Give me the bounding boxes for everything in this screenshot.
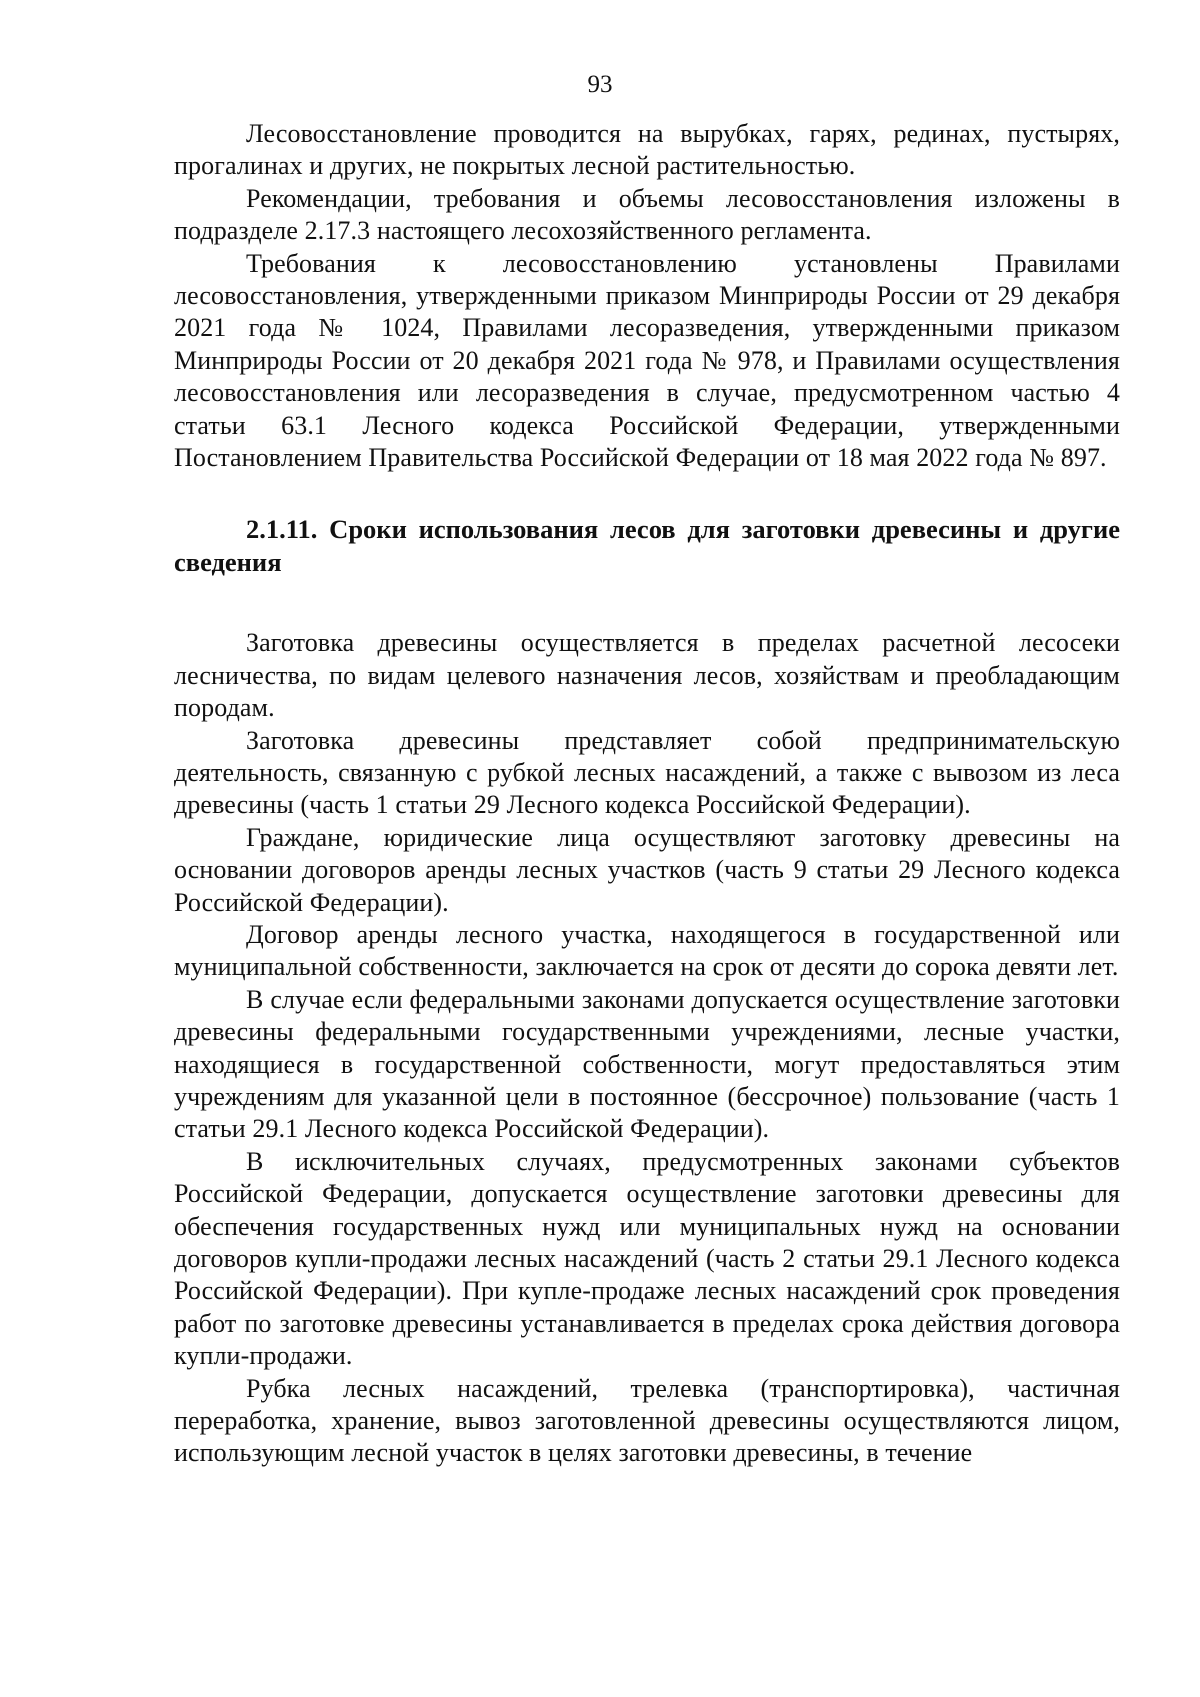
paragraph: Лесовосстановление проводится на вырубках, гарях, рединах, пустырях, прогалинах и других, не покрытых лесной растительностью. xyxy=(174,119,1120,181)
paragraph: Граждане, юридические лица осуществляют заготовку древесины на основании договоров аренды лесных участков (часть 9 статьи 29 Лесного кодекса Российской Федерации). xyxy=(174,822,1120,917)
page-number: 93 xyxy=(587,71,613,98)
paragraph: Договор аренды лесного участка, находящегося в государственной или муниципальной собственности, заключается на срок от десяти до сорока девяти лет. xyxy=(174,919,1120,982)
page-content xyxy=(174,118,1120,1470)
paragraph: Заготовка древесины представляет собой предпринимательскую деятельность, связанную с рубкой лесных насаждений, а также с вывозом из леса древесины (часть 1 статьи 29 Лесного кодекса Российской Федерации). xyxy=(174,725,1120,820)
paragraph: В случае если федеральными законами допускается осуществление заготовки древесины федеральными государственными учреждениями, лесные участки, находящиеся в государственной собственности, могут предоставляться этим учреждениям для указанной цели в постоянное (бессрочное) пользование (часть 1 статьи 29.1 Лесного кодекса Российской Федерации). xyxy=(174,984,1120,1144)
paragraph: Требования к лесовосстановлению установлены Правилами лесовосстановления, утвержденными приказом Минприроды России от 29 декабря 2021 года № 1024, Правилами лесоразведения, утвержденными приказом Минприроды России от 20 декабря 2021 года № 978, и Правилами осуществления лесовосстановления или лесоразведения в случае, предусмотренном частью 4 статьи 63.1 Лесного кодекса Российской Федерации, утвержденными Постановлением Правительства Российской Федерации от 18 мая 2022 года № 897. xyxy=(174,248,1120,473)
paragraph: Заготовка древесины осуществляется в пределах расчетной лесосеки лесничества, по видам целевого назначения лесов, хозяйствам и преобладающим породам. xyxy=(174,628,1120,723)
section-heading: 2.1.11. Сроки использования лесов для заготовки древесины и другие сведения xyxy=(174,514,1120,577)
paragraph: Рубка лесных насаждений, трелевка (транспортировка), частичная переработка, хранение, вывоз заготовленной древесины осуществляются лицом, использующим лесной участок в целях заготовки древесины, в течение xyxy=(174,1373,1120,1468)
paragraph: В исключительных случаях, предусмотренных законами субъектов Российской Федерации, допускается осуществление заготовки древесины для обеспечения государственных нужд или муниципальных нужд на основании договоров купли-продажи лесных насаждений (часть 2 статьи 29.1 Лесного кодекса Российской Федерации). При купле-продаже лесных насаждений срок проведения работ по заготовке древесины устанавливается в пределах срока действия договора купли-продажи. xyxy=(174,1146,1120,1371)
paragraph: Рекомендации, требования и объемы лесовосстановления изложены в подразделе 2.17.3 настоящего лесохозяйственного регламента. xyxy=(174,183,1120,246)
